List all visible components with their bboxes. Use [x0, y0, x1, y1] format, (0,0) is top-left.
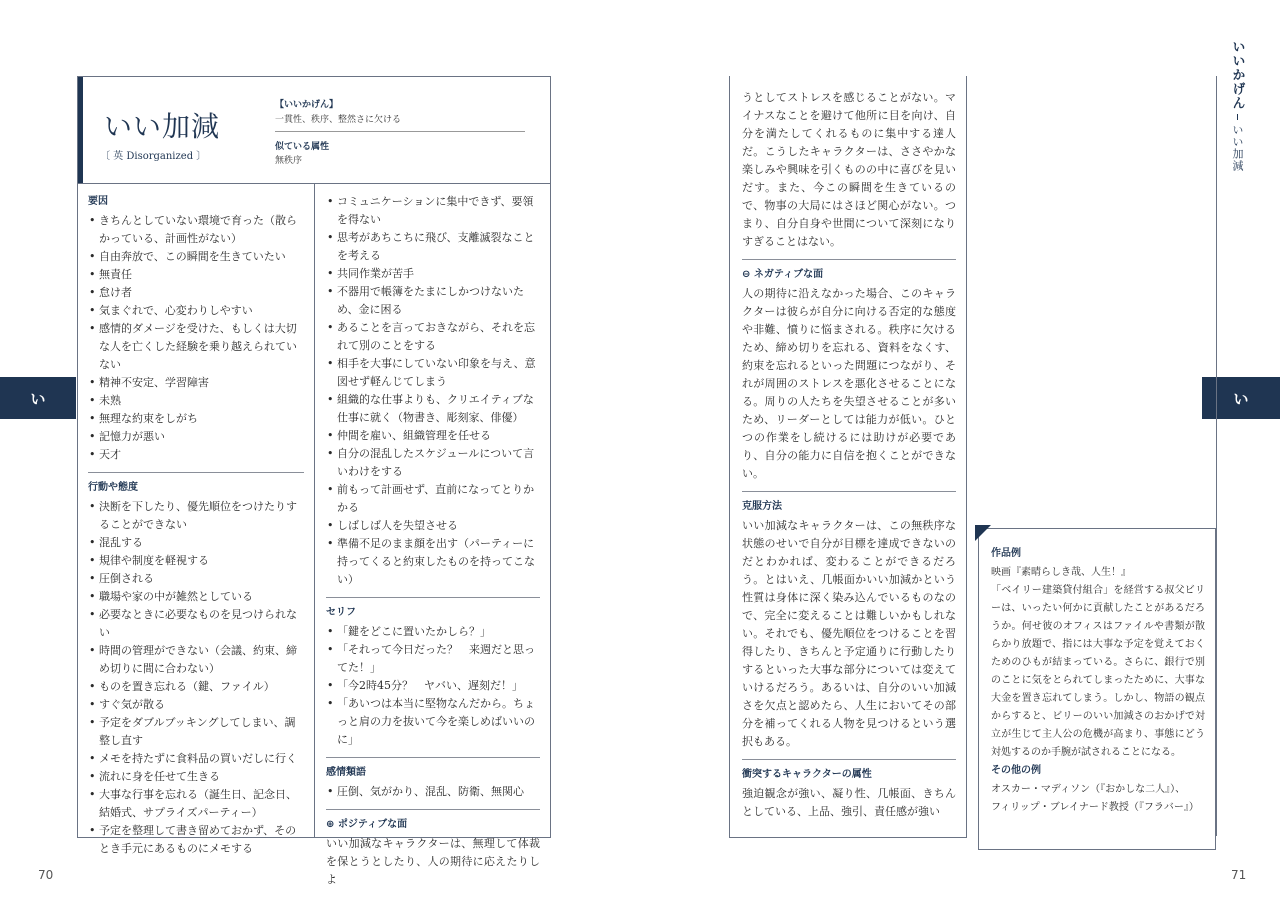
causes-heading: 要因 [88, 196, 108, 207]
list-item: • 「それって今日だった？ 来週だと思ってた！」 [326, 641, 540, 677]
list-item: • 天才 [88, 446, 304, 464]
column-divider [314, 184, 315, 838]
list-item: • 無理な約束をしがち [88, 410, 304, 428]
list-item: • 流れに身を任せて生きる [88, 768, 304, 786]
entry-english: 〔 英 Disorganized 〕 [100, 151, 207, 162]
minus-circle-icon: ⊖ [742, 269, 751, 280]
list-item: • 職場や家の中が雑然としている [88, 588, 304, 606]
right-column [326, 193, 540, 889]
list-item: • 怠け者 [88, 284, 304, 302]
page-number-left: 70 [38, 868, 54, 882]
list-item: • 決断を下したり、優先順位をつけたりすることができない [88, 498, 304, 534]
continued-column [729, 76, 967, 838]
list-item: • 「今2時45分？ ヤバい、遅刻だ！」 [326, 677, 540, 695]
causes-list [88, 212, 304, 464]
positive-text-continued: うとしてストレスを感じることがない。マイナスなことを避けて他所に目を向け、自分を満たしてくれるものに集中する達人だ。こうしたキャラクターは、ささやかな楽しみや興味を引くものの中に喜びを見いだす。また、今この瞬間を生きているので、物事の大局にはさほど関心がない。つまり、自分自身や世間について深刻になりすぎることはない。 [742, 91, 956, 248]
list-item: • 気まぐれで、心変わりしやすい [88, 302, 304, 320]
reading-label: 【いいかげん】 [275, 100, 339, 110]
list-item: • 準備不足のまま顔を出す（パーティーに持ってくると約束したものを持ってこない） [326, 535, 540, 589]
list-item: • 圧倒、気がかり、混乱、防衛、無関心 [326, 783, 540, 801]
behaviors-list-right [326, 193, 540, 589]
behaviors-heading: 行動や態度 [88, 482, 138, 493]
positive-text: いい加減なキャラクターは、無理して体裁を保とうとしたり、人の期待に応えたりしよ [326, 837, 540, 886]
running-header [1226, 40, 1248, 172]
list-item: • 混乱する [88, 534, 304, 552]
example-film: 映画『素晴らしき哉、人生！』 [991, 567, 1131, 578]
section-divider [88, 472, 304, 473]
negative-heading [742, 266, 956, 284]
list-item: • 規律や制度を軽視する [88, 552, 304, 570]
list-item: • 「鍵をどこに置いたかしら？」 [326, 623, 540, 641]
section-divider [326, 757, 540, 758]
example-box [978, 528, 1216, 850]
list-item: • 自分の混乱したスケジュールについて言いわけをする [326, 445, 540, 481]
example-heading: 作品例 [991, 548, 1021, 559]
emotions-heading: 感情類語 [326, 767, 366, 778]
list-item: • すぐ気が散る [88, 696, 304, 714]
list-item: • 「あいつは本当に堅物なんだから。ちょっと肩の力を抜いて今を楽しめばいいのに」 [326, 695, 540, 749]
section-divider [742, 491, 956, 492]
page-edge-rule [1216, 76, 1217, 836]
list-item: • 時間の管理ができない（会議、約束、締め切りに間に合わない） [88, 642, 304, 678]
list-item: • 大事な行事を忘れる（誕生日、記念日、結婚式、サプライズパーティー） [88, 786, 304, 822]
list-item: • しばしば人を失望させる [326, 517, 540, 535]
plus-circle-icon: ⊕ [326, 819, 335, 830]
list-item: • 前もって計画せず、直前になってとりかかる [326, 481, 540, 517]
running-header-divider [1237, 114, 1238, 120]
list-item: • 組織的な仕事よりも、クリエイティブな仕事に就く（物書き、彫刻家、俳優） [326, 391, 540, 427]
list-item: • 無責任 [88, 266, 304, 284]
conflict-text: 強迫観念が強い、凝り性、几帳面、きちんとしている、上品、強引、責任感が強い [742, 787, 956, 818]
list-item: • ものを置き忘れる（鍵、ファイル） [88, 678, 304, 696]
emotions-list [326, 783, 540, 801]
negative-heading-label: ネガティブな面 [753, 269, 824, 280]
example-corner-mark [975, 525, 991, 541]
list-item: • コミュニケーションに集中できず、要領を得ない [326, 193, 540, 229]
conflict-heading: 衝突するキャラクターの属性 [742, 769, 872, 780]
section-tab-right: い [1202, 377, 1280, 419]
section-tab-left: い [0, 377, 76, 419]
list-item: • 必要なときに必要なものを見つけられない [88, 606, 304, 642]
other-example-1: オスカー・マディソン（『おかしな二人』）、 [991, 784, 1186, 795]
section-divider [326, 597, 540, 598]
overcome-heading: 克服方法 [742, 501, 782, 512]
list-item: • 予定を整理して書き留めておかず、そのとき手元にあるものにメモする [88, 822, 304, 858]
section-divider [742, 259, 956, 260]
list-item: • 思考があちこちに飛び、支離滅裂なことを考える [326, 229, 540, 265]
list-item: • 不器用で帳簿をたまにしかつけないため、金に困る [326, 283, 540, 319]
behaviors-list-left [88, 498, 304, 858]
other-examples-heading: その他の例 [991, 765, 1041, 776]
list-item: • 仲間を雇い、組織管理を任せる [326, 427, 540, 445]
section-divider [326, 809, 540, 810]
list-item: • 相手を大事にしていない印象を与え、意図せず軽んじてしまう [326, 355, 540, 391]
list-item: • 感情的ダメージを受けた、もしくは大切な人を亡くした経験を乗り越えられていない [88, 320, 304, 374]
similar-text: 無秩序 [275, 156, 303, 166]
list-item: • 記憶力が悪い [88, 428, 304, 446]
other-example-2: フィリップ・ブレイナード教授（『フラバー』） [991, 802, 1199, 813]
continued-column-content [742, 89, 956, 821]
lines-heading: セリフ [326, 607, 356, 618]
example-text: 「ベイリー建築貸付組合」を経営する叔父ビリーは、いったい何かに貢献したことがあるだろうか。何せ彼のオフィスはファイルや書類が散らかり放題で、指には大事な予定を覚えておくためのひもが結まっている。さらに、銀行で別のことに気をとられてしまったために、大事な大金を置き忘れてしまう。しかし、物語の観点からすると、ビリーのいい加減さのおかげで対立が生じて主人公の危機が高まり、事態にどう対処するのか手腕が試されることになる。 [991, 585, 1205, 758]
list-item: • 予定をダブルブッキングしてしまい、調整し直す [88, 714, 304, 750]
list-item: • きちんとしていない環境で育った（散らかっている、計画性がない） [88, 212, 304, 248]
entry-box [77, 76, 551, 886]
positive-heading-label: ポジティブな面 [337, 819, 408, 830]
list-item: • 精神不安定、学習障害 [88, 374, 304, 392]
list-item: • 自由奔放で、この瞬間を生きていたい [88, 248, 304, 266]
list-item: • 共同作業が苦手 [326, 265, 540, 283]
list-item: • 圧倒される [88, 570, 304, 588]
page-number-right: 71 [1231, 868, 1247, 882]
entry-title: いい加減 [104, 110, 221, 143]
positive-heading [326, 816, 540, 834]
title-accent-bar [78, 77, 83, 183]
running-header-title: いい加減 [1231, 124, 1244, 172]
running-header-reading: いいかげん [1229, 40, 1245, 110]
list-item: • 未熟 [88, 392, 304, 410]
negative-text: 人の期待に沿えなかった場合、このキャラクターは彼らが自分に向ける否定的な態度や非難、憤りに悩まされる。秩序に欠けるため、締め切りを忘れる、資料をなくす、約束を忘れるといった問題につながり、それが周囲のストレスを悪化させることになる。周りの人たちを失望させることが多いため、リーダーとしては能力が低い。ひとつの作業をし続けるには助けが必要であり、自分の能力に自信を抱くことができない。 [742, 287, 956, 480]
lines-list [326, 623, 540, 749]
example-content [991, 545, 1205, 817]
section-divider [742, 759, 956, 760]
list-item: • あることを言っておきながら、それを忘れて別のことをする [326, 319, 540, 355]
title-area [78, 77, 550, 184]
overcome-text: いい加減なキャラクターは、この無秩序な状態のせいで自分が目標を達成できないのだとわかれば、変わることができるだろう。とはいえ、几帳面かいい加減かという性質は身体に深く染み込んでいるものなので、完全に変えることは難しいかもしれない。それでも、優先順位をつけることを習得したり、きちんと予定通りに行動したりするといった大事な部分については変えていけるだろう。あるいは、自分のいい加減さを欠点と認めたら、人生においてその部分を補ってくれる人物を見つけるという選択もある。 [742, 519, 956, 748]
similar-label: 似ている属性 [275, 142, 330, 152]
title-rule [275, 131, 525, 132]
left-column [88, 193, 304, 858]
list-item: • メモを持たずに食料品の買いだしに行く [88, 750, 304, 768]
reading-text: 一貫性、秩序、整然さに欠ける [275, 115, 402, 125]
